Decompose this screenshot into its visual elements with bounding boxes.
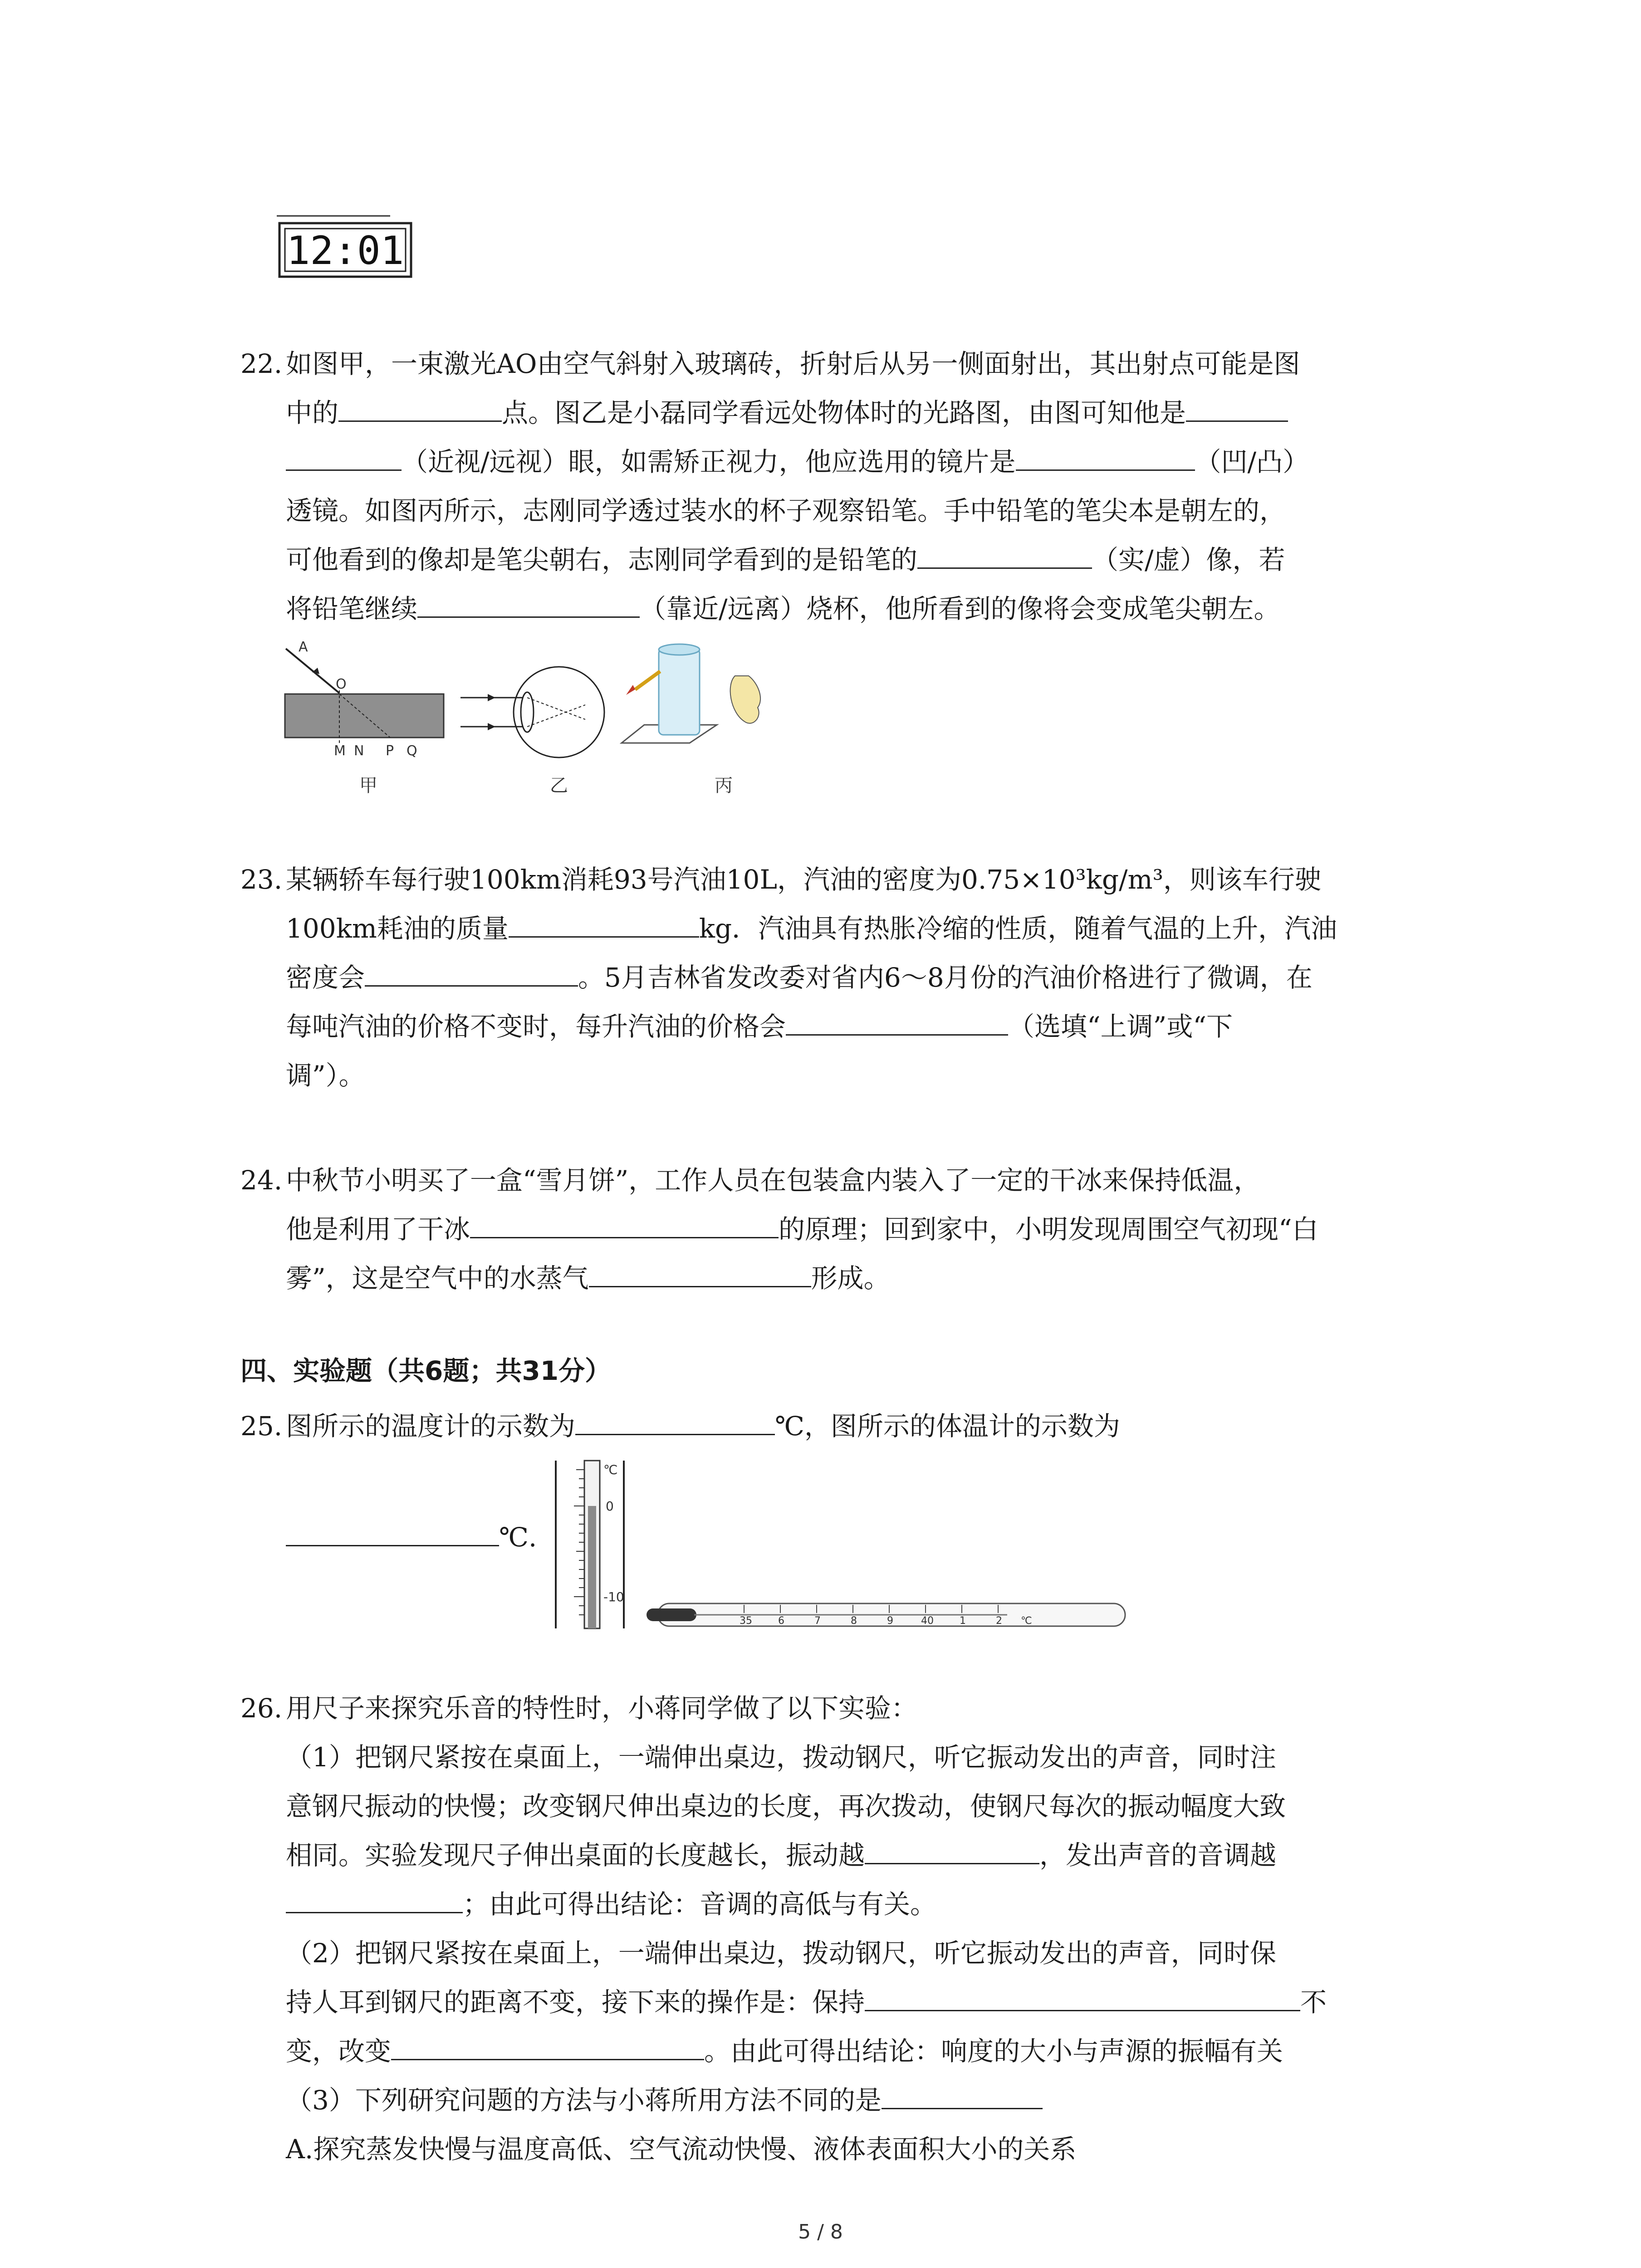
question-text: A.探究蒸发快慢与温度高低、空气流动快慢、液体表面积大小的关系 [286,2134,1077,2165]
scale-7: 7 [814,1615,821,1627]
answer-blank[interactable] [391,2031,704,2060]
clock-display: 12:01 [286,228,404,274]
question-text: 如图甲，一束激光AO由空气斜射入玻璃砖，折射后从另一侧面射出，其出射点可能是图 [286,348,1300,379]
answer-blank[interactable] [865,1982,1300,2011]
tick-label-0: 0 [606,1499,614,1514]
figure-jia-glass-block [285,640,444,796]
question-text: 调”）。 [286,1060,365,1091]
answer-blank[interactable] [365,957,578,987]
question-text: （实/虚）像，若 [1092,544,1285,575]
question-number: 23. [240,864,283,895]
question-text: 点。图乙是小磊同学看远处物体时的光路图，由图可知他是 [502,397,1186,428]
question-text: ；由此可得出结论：音调的高低与有关。 [463,1889,937,1920]
question-number: 25. [240,1411,283,1442]
answer-blank[interactable] [470,1209,779,1238]
point-q: Q [407,743,417,759]
question-text: ℃，图所示的体温计的示数为 [775,1411,1120,1442]
question-text: 雾”，这是空气中的水蒸气 [286,1263,589,1294]
scale-9: 9 [887,1615,893,1627]
answer-blank[interactable] [1186,392,1288,422]
scale-1: 1 [960,1615,966,1627]
answer-blank[interactable] [882,2080,1043,2109]
caption-jia: 甲 [359,775,377,796]
question-text: 。由此可得出结论：响度的大小与声源的振幅有关 [704,2036,1283,2067]
answer-blank[interactable] [509,908,699,938]
question-number: 24. [240,1165,283,1196]
answer-blank[interactable] [417,588,640,618]
answer-blank[interactable] [865,1835,1039,1864]
thermometer-ticks [574,1470,584,1615]
section-title: 四、实验题（共6题；共31分） [240,1355,612,1386]
answer-blank[interactable] [338,392,502,422]
optics-figure [272,640,817,803]
question-text: 透镜。如图丙所示，志刚同学透过装水的杯子观察铅笔。手中铅笔的笔尖本是朝左的， [286,495,1286,526]
question-text: 的原理；回到家中，小明发现周围空气初现“白 [779,1214,1318,1245]
point-m: M [334,743,346,759]
label-o: O [336,676,347,692]
point-n: N [354,743,364,759]
question-text: 某辆轿车每行驶100km消耗93号汽油10L，汽油的密度为0.75×10³kg/m³，则该车行驶 [286,864,1321,895]
question-text: 中的 [286,397,339,428]
point-p: P [386,743,394,759]
scale-40: 40 [921,1615,934,1627]
question-text: 图所示的温度计的示数为 [286,1411,576,1442]
page-number: 5 / 8 [798,2220,843,2244]
caption-yi: 乙 [550,775,568,796]
clinical-thermometer [647,1603,1125,1627]
label-a: A [299,640,308,655]
question-text: （1）把钢尺紧按在桌面上，一端伸出桌边，拨动钢尺，听它振动发出的声音，同时注 [286,1742,1276,1773]
answer-blank[interactable] [917,539,1092,569]
question-text: （凹/凸） [1195,446,1309,477]
question-text: 不 [1300,1987,1327,2018]
question-text: 相同。实验发现尺子伸出桌面的长度越长，振动越 [286,1840,865,1871]
scale-35: 35 [740,1615,752,1627]
question-text: 变，改变 [286,2036,392,2067]
digital-clock-figure [277,213,413,281]
figure-bing-cup [622,644,760,796]
scale-8: 8 [851,1615,857,1627]
question-text: 100km耗油的质量 [286,913,509,944]
question-text: 将铅笔继续 [286,593,418,624]
question-text: 密度会 [286,962,365,993]
question-text: （近视/远视）眼，如需矫正视力，他应选用的镜片是 [402,446,1016,477]
scale-2: 2 [996,1615,1002,1627]
question-22 [240,339,1443,633]
answer-blank[interactable] [1016,441,1195,471]
thermometer-figure [549,1456,1139,1637]
question-text: 意钢尺振动的快慢；改变钢尺伸出桌边的长度，再次拨动，使钢尺每次的振动幅度大致 [286,1791,1286,1822]
answer-blank[interactable] [286,1517,499,1546]
question-text: 。5月吉林省发改委对省内6～8月份的汽油价格进行了微调，在 [578,962,1313,993]
question-text: （3）下列研究问题的方法与小蒋所用方法不同的是 [286,2085,882,2116]
answer-blank[interactable] [575,1406,775,1435]
question-24 [240,1156,1443,1303]
question-23 [240,855,1443,1100]
question-text: ，发出声音的音调越 [1039,1840,1277,1871]
tick-label-minus-10: -10 [603,1589,624,1604]
question-text: kg．汽油具有热胀冷缩的性质，随着气温的上升，汽油 [699,913,1337,944]
question-text: 中秋节小明买了一盒“雪月饼”，工作人员在包装盒内装入了一定的干冰来保持低温， [286,1165,1260,1196]
answer-blank[interactable] [286,441,402,471]
question-26 [240,1684,1443,2174]
clinical-unit: ℃ [1021,1615,1032,1627]
question-number: 22. [240,348,283,379]
question-text: 每吨汽油的价格不变时，每升汽油的价格会 [286,1011,786,1042]
question-25 [240,1402,1443,1451]
question-number: 26. [240,1693,283,1724]
question-text: 持人耳到钢尺的距离不变，接下来的操作是：保持 [286,1987,865,2018]
question-text: ℃. [499,1522,537,1553]
question-text: 用尺子来探究乐音的特性时，小蒋同学做了以下实验： [286,1693,918,1724]
caption-bing: 丙 [715,775,733,796]
scale-6: 6 [778,1615,784,1627]
answer-blank[interactable] [286,1884,463,1913]
question-text: （选填“上调”或“下 [1008,1011,1233,1042]
question-text: 他是利用了干冰 [286,1214,470,1245]
question-text: （2）把钢尺紧按在桌面上，一端伸出桌边，拨动钢尺，听它振动发出的声音，同时保 [286,1938,1276,1969]
answer-blank[interactable] [786,1006,1008,1036]
question-text: （靠近/远离）烧杯，他所看到的像将会变成笔尖朝左。 [640,593,1280,624]
question-text: 可他看到的像却是笔尖朝右，志刚同学看到的是铅笔的 [286,544,918,575]
answer-blank[interactable] [589,1258,811,1287]
question-text: 形成。 [811,1263,890,1294]
thermometer-unit: ℃ [603,1462,618,1477]
figure-yi-eye [460,667,604,796]
